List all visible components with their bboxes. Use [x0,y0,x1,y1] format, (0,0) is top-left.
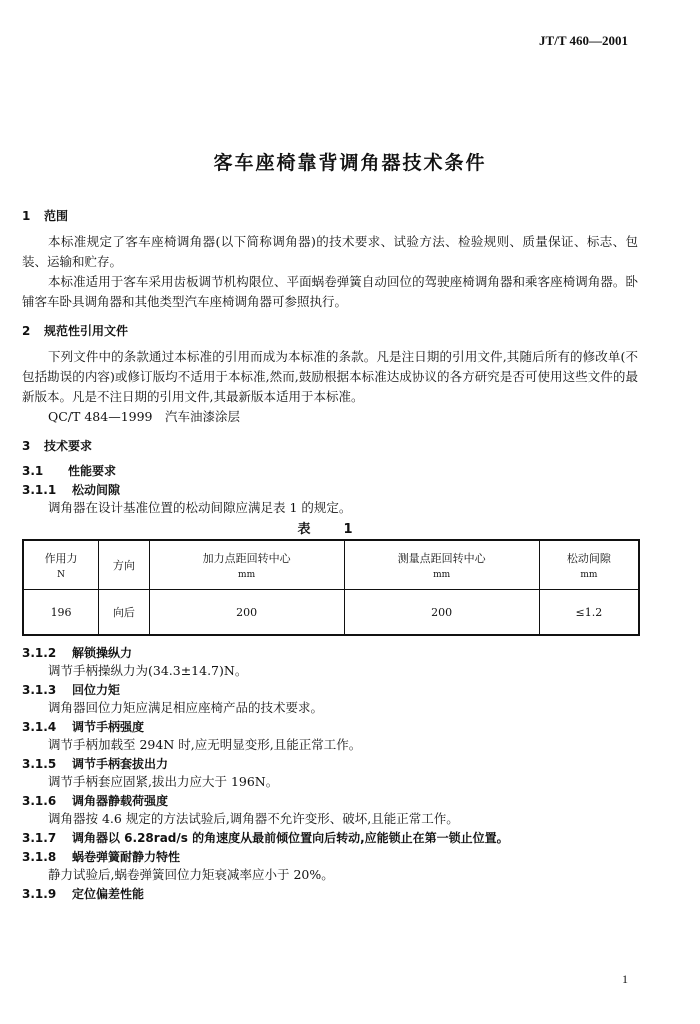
section-3-1-3-heading: 3.1.3 回位力矩 [22,683,121,697]
section-3-1-heading [22,462,638,479]
section-3-1-4-body: 调节手柄加载至 294N 时,应无明显变形,且能正常工作。 [48,737,362,752]
section-title: 技术要求 [44,439,93,453]
table-cell: 200 [149,590,344,636]
section-title: 规范性引用文件 [44,324,129,338]
table-header-cell: 测量点距回转中心 mm [344,540,539,590]
table-header-row [23,540,639,590]
section-number: 3.1.1 [22,483,57,497]
section-3-1-1-heading [22,481,638,498]
section-title: 松动间隙 [72,483,121,497]
section-number: 1 [22,209,31,223]
section-1-heading [22,207,638,224]
section-3-1-4-heading: 3.1.4 调节手柄强度 [22,720,145,734]
section-3-1-5-body: 调节手柄套应固紧,拔出力应大于 196N。 [48,774,279,789]
table-row [23,590,639,636]
section-3-1-8-heading: 3.1.8 蜗卷弹簧耐静力特性 [22,850,181,864]
table-header-cell: 作用力 N [23,540,99,590]
section-3-1-9-heading: 3.1.9 定位偏差性能 [22,887,145,901]
table-cell: ≤1.2 [539,590,639,636]
section-3-1-6-body: 调角器按 4.6 规定的方法试验后,调角器不允许变形、破坏,且能正常工作。 [48,811,459,826]
table-cell: 200 [344,590,539,636]
section-3-1-5-heading: 3.1.5 调节手柄套拔出力 [22,757,169,771]
section-2-heading [22,322,638,339]
section-1-paragraph-2: 本标准适用于客车采用齿板调节机构限位、平面蜗卷弹簧自动回位的驾驶座椅调角器和乘客座椅调角器。卧铺客车卧具调角器和其他类型汽车座椅调角器可参照执行。 [22,274,638,309]
section-3-1-2-body: 调节手柄操纵力为(34.3±14.7)N。 [48,663,248,678]
table-cell: 196 [23,590,99,636]
table-header-cell: 加力点距回转中心 mm [149,540,344,590]
section-number: 3 [22,439,31,453]
section-title: 范围 [44,209,69,223]
document-body [22,207,638,902]
table-header-cell: 松动间隙 mm [539,540,639,590]
section-3-1-1-body: 调角器在设计基准位置的松动间隙应满足表 1 的规定。 [48,500,352,515]
section-1-paragraph-1: 本标准规定了客车座椅调角器(以下简称调角器)的技术要求、试验方法、检验规则、质量保证、标志、包装、运输和贮存。 [22,234,638,269]
page-number: 1 [622,972,628,986]
standard-code: JT/T 460—2001 [539,33,628,48]
table-header-cell: 方向 [99,540,149,590]
section-number: 3.1 [22,464,44,478]
table-cell: 向后 [99,590,149,636]
section-3-heading [22,437,638,454]
section-number: 2 [22,324,31,338]
section-title: 性能要求 [68,464,117,478]
normative-reference: QC/T 484—1999 汽车油漆涂层 [48,409,241,424]
section-3-1-8-body: 静力试验后,蜗卷弹簧回位力矩衰减率应小于 20%。 [48,867,334,882]
section-3-1-3-body: 调角器回位力矩应满足相应座椅产品的技术要求。 [48,700,324,715]
table-1 [22,539,640,636]
table-1-caption: 表 1 [297,522,363,537]
section-3-1-7-heading: 3.1.7 调角器以 6.28rad/s 的角速度从最前倾位置向后转动,应能锁止在第一锁止位置。 [22,831,509,845]
section-3-1-6-heading: 3.1.6 调角器静载荷强度 [22,794,169,808]
section-3-1-2-heading: 3.1.2 解锁操纵力 [22,646,133,660]
document-title: 客车座椅靠背调角器技术条件 [213,152,487,174]
section-2-paragraph-1: 下列文件中的条款通过本标准的引用而成为本标准的条款。凡是注日期的引用文件,其随后所有的修改单(不包括勘误的内容)或修订版均不适用于本标准,然而,鼓励根据本标准达成协议的各方研究是否可使用这些文件的最新版本。凡是不注日期的引用文件,其最新版本适用于本标准。 [22,349,638,404]
